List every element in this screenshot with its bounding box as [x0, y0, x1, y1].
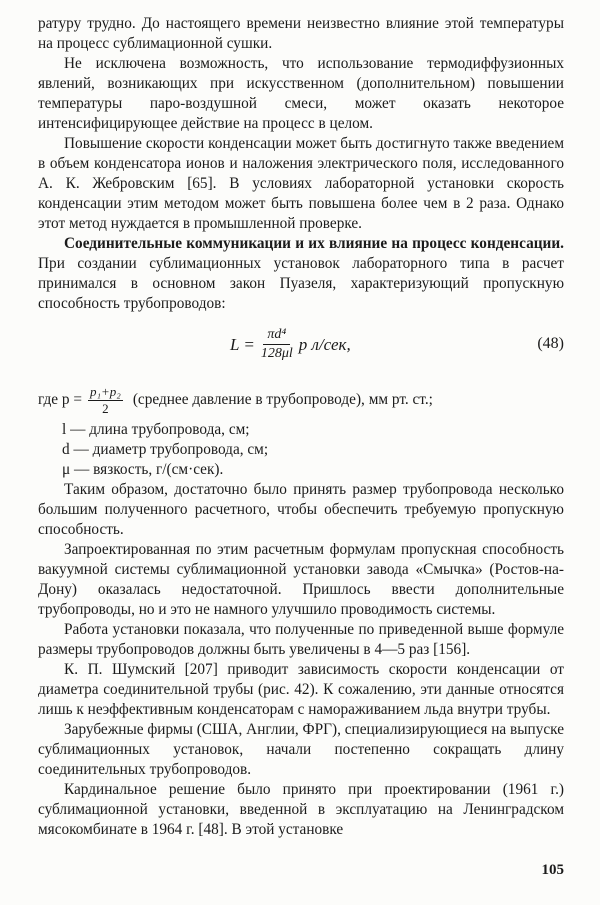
where-text: (среднее давление в трубопроводе), мм рт. ст.; [132, 391, 433, 408]
formula-fraction [261, 326, 293, 363]
paragraph: ратуру трудно. До настоящего времени неизвестно влияние этой температуры на процесс сублимационной сушки. [38, 15, 564, 52]
where-prefix: где p = [38, 391, 83, 408]
formula-denominator: 128μl [260, 346, 293, 361]
paragraph: Работа установки показала, что полученные по приведенной выше формуле размеры трубопроводов должны быть увеличены в 4—5 раз [156]. [38, 621, 564, 658]
section-heading: Соединительные коммуникации и их влияние на процесс конденсации. [64, 235, 564, 252]
section-paragraph [38, 234, 564, 314]
where-fraction [88, 384, 123, 417]
formula-lhs: L = [230, 334, 255, 354]
definitions [38, 420, 564, 480]
formula-numerator: πd⁴ [263, 326, 290, 345]
formula-number: (48) [537, 335, 564, 352]
formula-rhs: p л/сек, [298, 334, 351, 354]
paragraph: Таким образом, достаточно было принять размер трубопровода несколько большим полученного расчетного, чтобы обеспечить требуемую пропускную способность. [38, 481, 564, 538]
definition-item: μ — вязкость, г/(см·сек). [62, 461, 224, 478]
definition-item: d — диаметр трубопровода, см; [62, 441, 269, 458]
paragraph: Зарубежные фирмы (США, Англии, ФРГ), специализирующиеся на выпуске сублимационных установок, начали постепенно сокращать длину соединительных трубопроводов. [38, 721, 564, 778]
paragraph: Повышение скорости конденсации может быть достигнуто также введением в объем конденсатора ионов и наложения электрического поля, исследованного А. К. Жебровским [65]. В условиях лабораторной установки скорость конденсации этим методом может быть повышена более чем в 2 раза. Однако этот метод нуждается в промышленной проверке. [38, 135, 564, 232]
paragraph: К. П. Шумский [207] приводит зависимость скорости конденсации от диаметра соединительной трубы (рис. 42). К сожалению, эти данные относятся лишь к неэффективным конденсаторам с намораживанием льда внутри трубы. [38, 661, 564, 718]
where-numerator: p₁+p₂ [90, 383, 121, 399]
formula-48 [38, 322, 564, 378]
section-text: При создании сублимационных установок лабораторного типа в расчет принимался в основном закон Пуазеля, характеризующий пропускную способность трубопроводов: [38, 255, 564, 312]
where-denominator: 2 [102, 400, 109, 416]
definition-item: l — длина трубопровода, см; [62, 421, 250, 438]
paragraph: Кардинальное решение было принято при проектировании (1961 г.) сублимационной установки, введенной в эксплуатацию на Ленинградском мясокомбинате в 1964 г. [48]. В этой установке [38, 781, 564, 838]
where-line [38, 380, 564, 420]
page-body [38, 14, 564, 840]
page-number: 105 [541, 862, 564, 878]
paragraph: Запроектированная по этим расчетным формулам пропускная способность вакуумной системы сублимационной установки завода «Смычка» (Ростов-на-Дону) оказалась недостаточной. Пришлось ввести дополнительные трубопроводы, но и это не намного улучшило проводимость системы. [38, 541, 564, 618]
paragraph: Не исключена возможность, что использование термодиффузионных явлений, возникающих при искусственном (дополнительном) повышении температуры паро-воздушной смеси, может оказать некоторое интенсифицирующее действие на процесс в целом. [38, 55, 564, 132]
